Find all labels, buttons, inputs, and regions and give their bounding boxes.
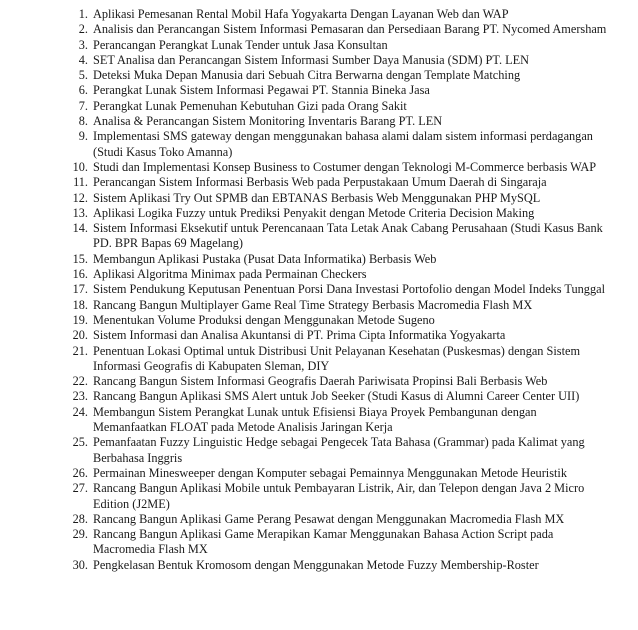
list-item-text: Membangun Aplikasi Pustaka (Pusat Data Informatika) Berbasis Web bbox=[93, 251, 437, 266]
list-item bbox=[0, 481, 638, 512]
list-item-number: 8. bbox=[78, 114, 88, 129]
list-item-number: 6. bbox=[78, 83, 88, 98]
list-item-number: 14. bbox=[72, 221, 88, 236]
list-item bbox=[0, 298, 638, 313]
list-item-number: 26. bbox=[72, 465, 88, 480]
list-item-text: Deteksi Muka Depan Manusia dari Sebuah Citra Berwarna dengan Template Matching bbox=[93, 68, 521, 83]
list-item bbox=[0, 435, 638, 466]
list-item bbox=[0, 206, 638, 221]
list-item-number: 21. bbox=[72, 343, 88, 358]
list-item bbox=[0, 313, 638, 328]
list-item-number: 12. bbox=[72, 190, 88, 205]
list-item-number: 20. bbox=[72, 328, 88, 343]
list-item bbox=[0, 282, 638, 297]
list-item bbox=[0, 114, 638, 129]
list-item-number: 22. bbox=[72, 374, 88, 389]
list-item-text: Aplikasi Pemesanan Rental Mobil Hafa Yogyakarta Dengan Layanan Web dan WAP bbox=[93, 7, 509, 21]
list-item-number: 9. bbox=[78, 129, 88, 144]
list-item-text: Perangkat Lunak Pemenuhan Kebutuhan Gizi pada Orang Sakit bbox=[93, 98, 407, 113]
list-item-text: Implementasi SMS gateway dengan menggunakan bahasa alami dalam sistem informasi perdagangan (Studi Kasus Toko Amanna) bbox=[93, 129, 593, 159]
list-item-text: Rancang Bangun Multiplayer Game Real Time Strategy Berbasis Macromedia Flash MX bbox=[93, 297, 533, 312]
list-item-text: Permainan Minesweeper dengan Komputer sebagai Pemainnya Menggunakan Metode Heuristik bbox=[93, 465, 567, 480]
list-item-number: 13. bbox=[72, 205, 88, 220]
list-item-number: 2. bbox=[78, 22, 88, 37]
list-item bbox=[0, 374, 638, 389]
list-item bbox=[0, 221, 638, 252]
list-item bbox=[0, 99, 638, 114]
list-item-number: 10. bbox=[72, 159, 88, 174]
list-item bbox=[0, 175, 638, 190]
list-item-text: Pengkelasan Bentuk Kromosom dengan Menggunakan Metode Fuzzy Membership-Roster bbox=[93, 557, 539, 572]
list-item-number: 7. bbox=[78, 98, 88, 113]
list-item bbox=[0, 129, 638, 160]
list-item-number: 18. bbox=[72, 297, 88, 312]
list-item-text: Aplikasi Logika Fuzzy untuk Prediksi Penyakit dengan Metode Criteria Decision Making bbox=[93, 205, 535, 220]
list-item-text: Rancang Bangun Aplikasi Game Merapikan Kamar Menggunakan Bahasa Action Script pada Macromedia Flash MX bbox=[93, 527, 554, 557]
list-item-text: Aplikasi Algoritma Minimax pada Permainan Checkers bbox=[93, 267, 367, 282]
list-item bbox=[0, 252, 638, 267]
list-item-text: Sistem Informasi dan Analisa Akuntansi di PT. Prima Cipta Informatika Yogyakarta bbox=[93, 328, 506, 343]
list-item-number: 16. bbox=[72, 267, 88, 282]
list-item-text: Sistem Aplikasi Try Out SPMB dan EBTANAS Berbasis Web Menggunakan PHP MySQL bbox=[93, 190, 541, 205]
list-item bbox=[0, 160, 638, 175]
list-item-number: 11. bbox=[73, 175, 88, 190]
list-item bbox=[0, 558, 638, 573]
list-item bbox=[0, 405, 638, 436]
list-item bbox=[0, 512, 638, 527]
list-item-number: 19. bbox=[72, 312, 88, 327]
list-item bbox=[0, 466, 638, 481]
list-item bbox=[0, 68, 638, 83]
list-item bbox=[0, 267, 638, 282]
list-item-number: 23. bbox=[72, 389, 88, 404]
list-item-text: Menentukan Volume Produksi dengan Menggunakan Metode Sugeno bbox=[93, 312, 435, 327]
list-item bbox=[0, 7, 638, 22]
list-item-number: 28. bbox=[72, 511, 88, 526]
list-item-text: Penentuan Lokasi Optimal untuk Distribusi Unit Pelayanan Kesehatan (Puskesmas) dengan Sistem Informasi Geografis di Kabupaten Sleman, DIY bbox=[93, 343, 581, 373]
list-item-number: 27. bbox=[72, 481, 88, 496]
list-item bbox=[0, 328, 638, 343]
list-item-text: Sistem Pendukung Keputusan Penentuan Porsi Dana Investasi Portofolio dengan Model Indeks Tunggal bbox=[93, 282, 605, 297]
list-item bbox=[0, 83, 638, 98]
list-item-text: Pemanfaatan Fuzzy Linguistic Hedge sebagai Pengecek Tata Bahasa (Grammar) pada Kalimat yang Berbahasa Inggris bbox=[93, 435, 585, 465]
list-item-text: Rancang Bangun Aplikasi Game Perang Pesawat dengan Menggunakan Macromedia Flash MX bbox=[93, 511, 565, 526]
list-item-text: Studi dan Implementasi Konsep Business to Costumer dengan Teknologi M-Commerce berbasis WAP bbox=[93, 159, 597, 174]
list-item-text: Rancang Bangun Aplikasi Mobile untuk Pembayaran Listrik, Air, dan Telepon dengan Java 2 Micro Edition (J2ME) bbox=[93, 481, 585, 511]
list-item-text: Perangkat Lunak Sistem Informasi Pegawai PT. Stannia Bineka Jasa bbox=[93, 83, 430, 98]
list-item-text: Rancang Bangun Sistem Informasi Geografis Daerah Pariwisata Propinsi Bali Berbasis Web bbox=[93, 374, 548, 389]
list-item-text: Sistem Informasi Eksekutif untuk Perencanaan Tata Letak Anak Cabang Perusahaan (Studi Kasus Bank PD. BPR Bapas 69 Magelang) bbox=[93, 221, 603, 251]
list-item-number: 25. bbox=[72, 435, 88, 450]
list-item-number: 3. bbox=[78, 37, 88, 52]
list-item bbox=[0, 38, 638, 53]
list-item-number: 30. bbox=[72, 557, 88, 572]
list-item bbox=[0, 53, 638, 68]
list-item-number: 1. bbox=[78, 7, 88, 21]
list-item bbox=[0, 527, 638, 558]
list-item-text: Perancangan Perangkat Lunak Tender untuk Jasa Konsultan bbox=[93, 37, 388, 52]
list-item bbox=[0, 389, 638, 404]
list-item-number: 15. bbox=[72, 251, 88, 266]
list-item-text: Rancang Bangun Aplikasi SMS Alert untuk Job Seeker (Studi Kasus di Alumni Career Center UII) bbox=[93, 389, 580, 404]
list-item bbox=[0, 191, 638, 206]
list-item-text: Perancangan Sistem Informasi Berbasis Web pada Perpustakaan Umum Daerah di Singaraja bbox=[93, 175, 547, 190]
list-item-number: 5. bbox=[78, 68, 88, 83]
list-item-number: 17. bbox=[72, 282, 88, 297]
list-item-number: 4. bbox=[78, 52, 88, 67]
list-item bbox=[0, 344, 638, 375]
list-item-text: Analisis dan Perancangan Sistem Informasi Pemasaran dan Persediaan Barang PT. Nycomed Amersham bbox=[93, 22, 607, 37]
list-item-text: SET Analisa dan Perancangan Sistem Informasi Sumber Daya Manusia (SDM) PT. LEN bbox=[93, 52, 530, 67]
list-item-number: 24. bbox=[72, 404, 88, 419]
list-item-number: 29. bbox=[72, 527, 88, 542]
list-item bbox=[0, 22, 638, 37]
list-item-text: Analisa & Perancangan Sistem Monitoring Inventaris Barang PT. LEN bbox=[93, 114, 443, 129]
list-item-text: Membangun Sistem Perangkat Lunak untuk Efisiensi Biaya Proyek Pembangunan dengan Memanfaatkan FLOAT pada Metode Analisis Jaringan Kerja bbox=[93, 404, 537, 435]
